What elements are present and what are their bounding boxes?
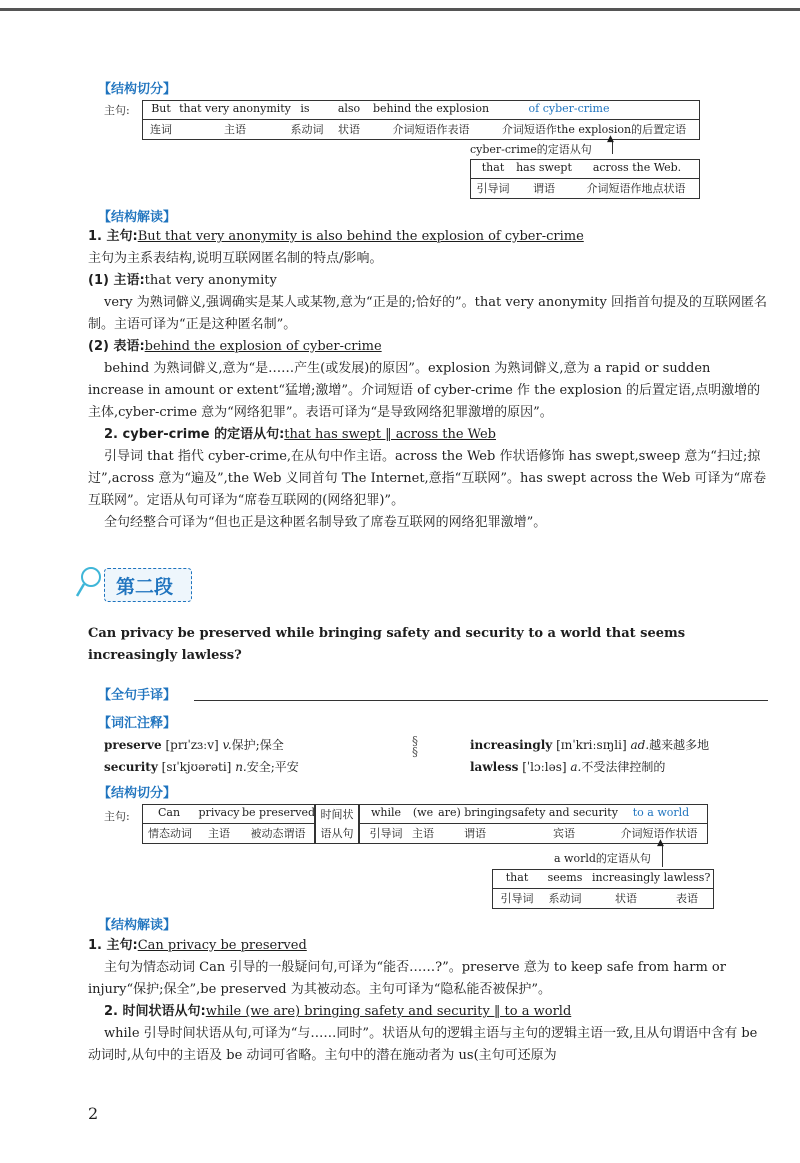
s2-main-clause — [88, 935, 768, 957]
word-behind: behind the explosion — [372, 102, 490, 115]
word-safety: safety and security — [512, 806, 618, 819]
role-subj-2: 主语 — [412, 827, 434, 840]
sub-val-1: that very anonymity — [144, 273, 277, 288]
vocab-phonetic: [ɪnˈkriːsɪŋli] — [556, 738, 627, 752]
analysis-predicative — [88, 336, 768, 358]
word-privacy: privacy — [198, 806, 240, 819]
s2-text-2: while 引导时间状语从句,可译为“与……同时”。状语从句的逻辑主语与主句的逻辑主语一致,且从句谓语中含有 be 动词时,从句中的主语及 be 动词可省略。主句中的潜在施动者为 us(主句可还原为 — [88, 1026, 758, 1063]
clause-divider-2 — [492, 888, 713, 889]
s2-sentence-2: while (we are) bringing safety and security ‖ to a world — [205, 1004, 572, 1019]
analysis-main-clause — [88, 226, 768, 248]
translate-input[interactable] — [194, 699, 768, 701]
clause-role-intro: 引导词 — [476, 182, 510, 195]
analysis-sentence-2: that has swept ‖ across the Web — [284, 427, 497, 442]
relative-clause-label-2: a world的定语从句 — [554, 852, 651, 865]
word-bringing: are) bringing — [438, 806, 512, 819]
vocab-divider-icon: § § — [412, 734, 418, 759]
vocab-meaning: 保护;保全 — [231, 738, 284, 752]
analysis-text-3: 全句经整合可译为“但也正是这种匿名制导致了席卷互联网的网络犯罪激增”。 — [104, 515, 547, 530]
vocab-meaning: 安全;平安 — [246, 760, 299, 774]
section-title: 第二段 — [116, 576, 174, 598]
word-of-cybercrime: of cyber-crime — [528, 102, 610, 115]
vocab-phonetic: [ˈlɔːləs] — [522, 760, 567, 774]
role-passive: 被动态谓语 — [250, 827, 306, 840]
clause2-word-that: that — [505, 871, 529, 884]
translate-label: 【全句手译】 — [98, 688, 177, 703]
vocab-phonetic: [sɪˈkjʊərəti] — [161, 760, 232, 774]
page-number: 2 — [88, 1104, 99, 1123]
vocab-item-preserve — [104, 736, 284, 753]
vocab-pos: n. — [235, 760, 247, 774]
analysis-label-2: 【结构解读】 — [98, 918, 177, 933]
clause-divider-1 — [470, 178, 699, 179]
role-object-2: 宾语 — [553, 827, 575, 840]
word-while: while — [370, 806, 402, 819]
relative-clause-label-1: cyber-crime的定语从句 — [470, 143, 592, 156]
analysis-text-2: 引导词 that 指代 cyber-crime,在从句中作主语。across the Web 作状语修饰 has swept,sweep 意为“扫过;掠过”,across 意为“遍及”,the Web 义同首句 The Internet,意指“互联网”。has swept across the Web 可译为“席卷互联网”。定语从句可译为“席卷互联网的(网络犯罪)”。 — [88, 449, 767, 508]
vocab-word: security — [104, 760, 158, 774]
word-is: is — [300, 102, 310, 115]
time-divider — [358, 823, 707, 824]
analysis-relative-clause — [88, 424, 768, 446]
role-conj: 连词 — [150, 123, 172, 136]
role-intro-2: 引导词 — [369, 827, 403, 840]
clause2-role-intro: 引导词 — [500, 892, 534, 905]
word-be-preserved: be preserved — [242, 806, 316, 819]
analysis-block-2 — [88, 935, 768, 1067]
vocab-item-security — [104, 758, 299, 775]
vocab-pos: ad. — [630, 738, 650, 752]
clause2-word-lawless: lawless? — [663, 871, 711, 884]
analysis-sentence-1: But that very anonymity is also behind the explosion of cyber-crime — [137, 229, 584, 244]
role-modal: 情态动词 — [148, 827, 192, 840]
role-subject-2: 主语 — [208, 827, 230, 840]
vocab-phonetic: [prɪˈzɜːv] — [165, 738, 219, 752]
structure-label-1: 【结构切分】 — [98, 82, 177, 97]
clause-word-across: across the Web. — [592, 161, 682, 174]
role-prep-2: 介词短语作状语 — [620, 827, 698, 840]
role-subject: 主语 — [224, 123, 246, 136]
clause-word-has-swept: has swept — [516, 161, 572, 174]
arrow-head-2: ▲ — [657, 838, 664, 848]
sub-head-1: (1) 主语: — [88, 273, 145, 288]
time-clause-label: 时间状 — [320, 808, 354, 821]
word-we: (we — [412, 806, 434, 819]
sub-text-1: very 为熟词僻义,强调确实是某人或某物,意为“正是的;恰好的”。that very anonymity 回指首句提及的互联网匿名制。主语可译为“正是这种匿名制”。 — [88, 295, 767, 332]
top-rule — [0, 8, 800, 11]
sub-text-2: behind 为熟词僻义,意为“是……产生(或发展)的原因”。explosion 为熟词僻义,意为 a rapid or sudden increase in amount or extent“猛增;激增”。介词短语 of cyber-crime 作 the explosion 的后置定语,点明激增的主体,cyber-crime 意为“网络犯罪”。表语可译为“是导致网络犯罪激增的原因”。 — [88, 361, 761, 420]
vocab-item-lawless — [470, 758, 665, 775]
section-sentence: Can privacy be preserved while bringing safety and security to a world that seems increasingly lawless? — [88, 626, 686, 663]
analysis-head-2: 2. cyber-crime 的定语从句: — [104, 427, 285, 442]
s2-sentence-1: Can privacy be preserved — [137, 938, 307, 953]
vocab-pos: a. — [570, 760, 582, 774]
vocab-pos: v. — [222, 738, 232, 752]
arrow-head-1: ▲ — [607, 134, 614, 144]
clause-role-adverbial: 介词短语作地点状语 — [586, 182, 686, 195]
vocab-word: increasingly — [470, 738, 553, 752]
clause2-word-increasingly: increasingly — [591, 871, 661, 884]
role-linking-verb: 系动词 — [290, 123, 324, 136]
time-clause-label-2: 语从句 — [320, 827, 354, 840]
vocab-word: preserve — [104, 738, 162, 752]
s2-time-clause — [88, 1001, 768, 1023]
s2-text-1: 主句为情态动词 Can 引导的一般疑问句,可译为“能否……?”。preserve 意为 to keep safe from harm or injury“保护;保全”,be preserved 为其被动态。主句可译为“隐私能否被保护”。 — [88, 960, 726, 997]
structure-label-2: 【结构切分】 — [98, 786, 177, 801]
role-postmodifier: 介词短语作the explosion的后置定语 — [501, 123, 687, 136]
role-pred-2: 谓语 — [464, 827, 486, 840]
clause2-role-linking: 系动词 — [548, 892, 582, 905]
analysis-subject — [88, 270, 768, 292]
word-anonymity: that very anonymity — [179, 102, 291, 115]
word-to-world-text: to a world — [632, 806, 690, 819]
main-divider-2 — [142, 823, 315, 824]
s2-head-1: 1. 主句: — [88, 938, 138, 953]
vocab-item-increasingly — [470, 736, 709, 753]
word-but: But — [151, 102, 171, 115]
sub-val-2: behind the explosion of cyber-crime — [144, 339, 382, 354]
main-clause-label-1: 主句: — [104, 104, 130, 117]
s2-head-2: 2. 时间状语从句: — [104, 1004, 206, 1019]
role-predicative: 介词短语作表语 — [392, 123, 470, 136]
analysis-text-1: 主句为主系表结构,说明互联网匿名制的特点/影响。 — [88, 251, 383, 266]
clause2-role-adverbial: 状语 — [615, 892, 637, 905]
role-adverbial: 状语 — [338, 123, 360, 136]
vocab-meaning: 越来越多地 — [649, 738, 710, 752]
structure-divider — [142, 119, 699, 120]
clause2-word-seems: seems — [547, 871, 583, 884]
vocab-word: lawless — [470, 760, 519, 774]
magnifier-icon — [74, 564, 104, 604]
main-clause-label-2: 主句: — [104, 810, 130, 823]
analysis-label-1: 【结构解读】 — [98, 210, 177, 225]
sub-head-2: (2) 表语: — [88, 339, 145, 354]
word-can: Can — [157, 806, 181, 819]
clause-role-predicate: 谓语 — [533, 182, 555, 195]
clause-word-that: that — [481, 161, 505, 174]
word-to-world — [616, 806, 706, 819]
vocab-label: 【词汇注释】 — [98, 716, 177, 731]
word-also: also — [337, 102, 361, 115]
analysis-block-1 — [88, 226, 768, 534]
vocab-meaning: 不受法律控制的 — [581, 760, 666, 774]
analysis-head-1: 1. 主句: — [88, 229, 138, 244]
clause2-role-predicative: 表语 — [676, 892, 698, 905]
